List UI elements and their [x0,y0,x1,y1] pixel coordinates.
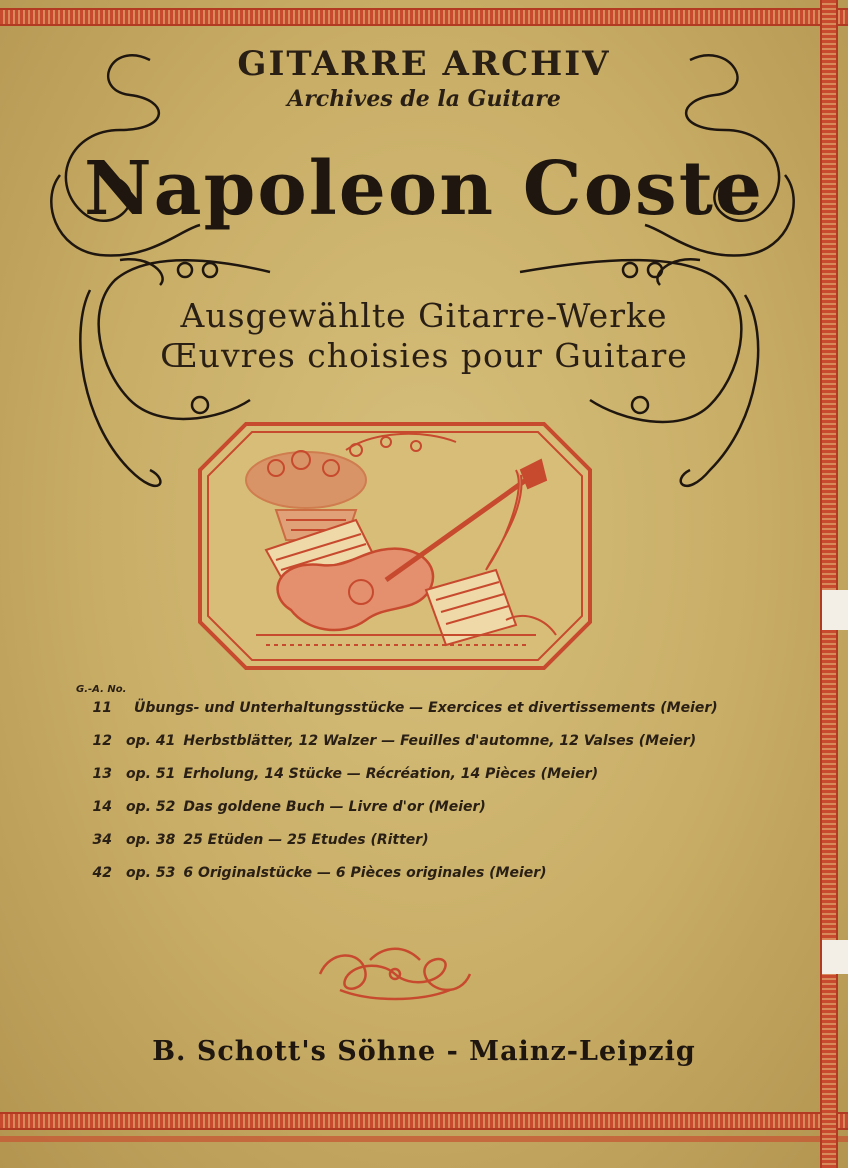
work-title: 25 Etüden — 25 Etudes (Ritter) [183,832,429,848]
catalog-number: 12 [92,733,112,749]
bottom-border-inner [0,1136,848,1142]
bottom-border [0,1112,848,1130]
work-title: Erholung, 14 Stücke — Récréation, 14 Pièces (Meier) [183,766,599,782]
torn-edge [822,940,848,974]
catalog-number: 13 [92,766,112,782]
work-title: Herbstblätter, 12 Walzer — Feuilles d'automne, 12 Valses (Meier) [183,733,697,749]
catalog-row [82,766,762,799]
works-title-german: Ausgewählte Gitarre-Werke [180,296,668,335]
series-subtitle: Archives de la Guitare [287,86,561,112]
catalog-list [82,700,762,898]
opus-number: op. 38 [126,832,176,848]
opus-number: op. 52 [126,799,176,815]
composer-name: Napoleon Coste [84,146,764,232]
ornament-flourish-icon [310,940,480,1008]
catalog-number: 42 [92,865,112,881]
catalog-row [82,799,762,832]
catalog-number: 14 [92,799,112,815]
work-title: Das goldene Buch — Livre d'or (Meier) [183,799,486,815]
catalog-number: 11 [92,700,112,716]
catalog-row [82,733,762,766]
catalog-row [82,700,762,733]
catalog-row [82,832,762,865]
catalog-row [82,865,762,898]
publisher-imprint: B. Schott's Söhne - Mainz-Leipzig [152,1036,696,1067]
torn-edge [822,590,848,630]
opus-number: op. 51 [126,766,176,782]
work-title: Übungs- und Unterhaltungsstücke — Exercices et divertissements (Meier) [134,700,718,716]
works-title-french: Œuvres choisies pour Guitare [160,336,688,375]
top-border [0,8,848,26]
opus-number: op. 41 [126,733,176,749]
guitar-still-life-emblem [196,420,594,672]
catalog-number: 34 [92,832,112,848]
catalog-label: G.-A. No. [76,684,127,695]
work-title: 6 Originalstücke — 6 Pièces originales (Meier) [183,865,547,881]
opus-number: op. 53 [126,865,176,881]
series-title: GITARRE ARCHIV [237,44,611,84]
